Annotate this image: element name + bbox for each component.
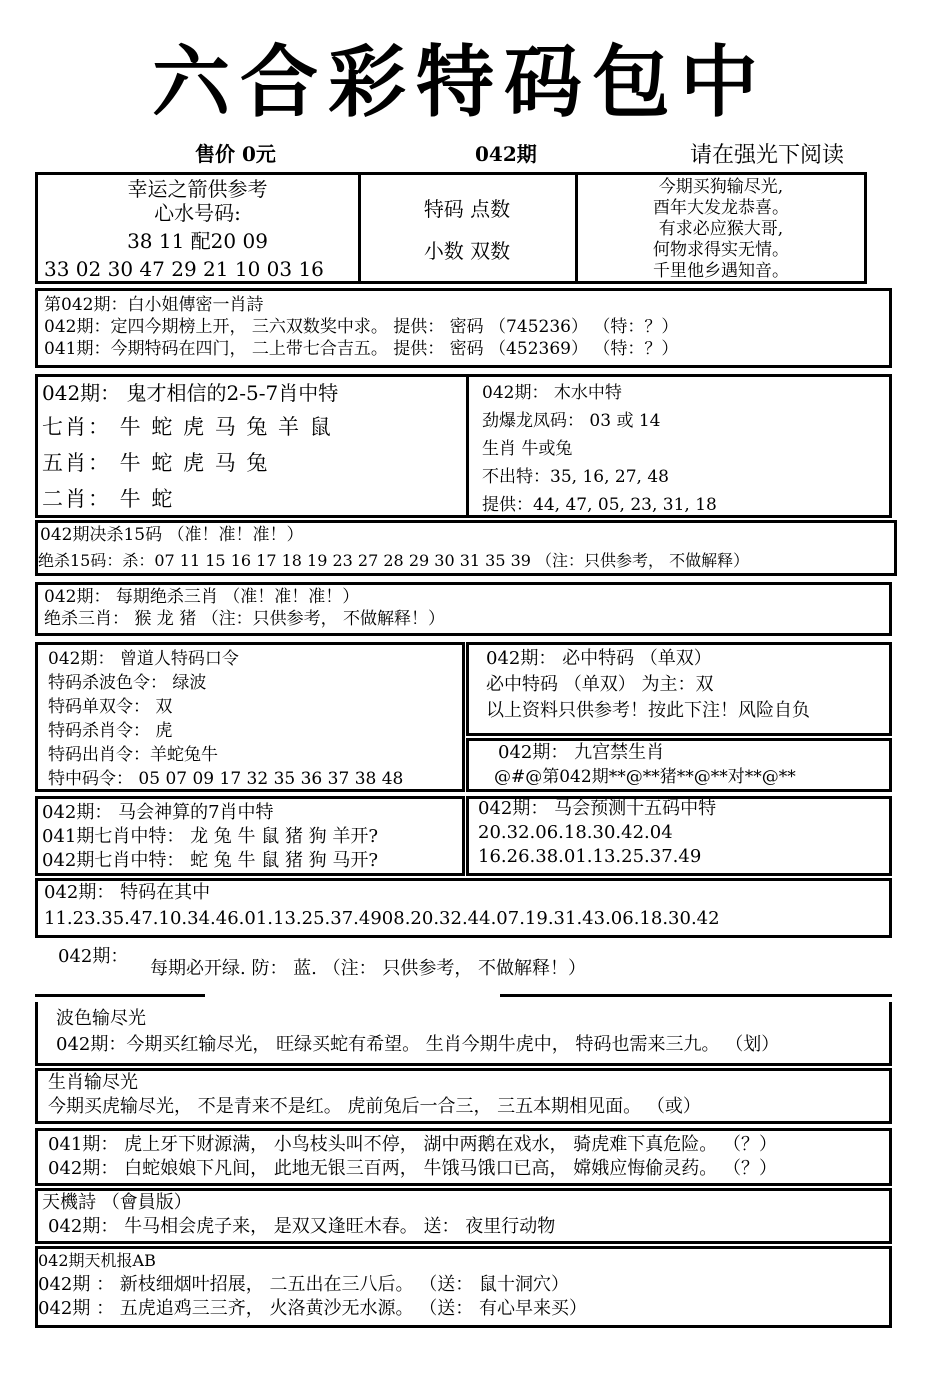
kill3-line: 绝杀三肖： 猴 龙 猪 （注：只供参考， 不做解释！） [44, 609, 446, 629]
reading-notice: 请在强光下阅读 [690, 143, 845, 168]
divider [358, 172, 361, 284]
daoren-line: 特码杀波色令： 绿波 [48, 673, 207, 693]
color-label: 042期： [58, 946, 129, 967]
secret-line: 041期：今期特码在四门， 二上带七合吉五。 提供： 密码 （452369） （特：？） [44, 339, 679, 359]
wave-title: 波色输尽光 [56, 1008, 146, 1029]
inside-title: 042期： 特码在其中 [44, 882, 211, 903]
small-even: 小数 双数 [423, 239, 511, 263]
poem-line: 何物求得实无情。 [653, 240, 789, 260]
tianjiab-line: 042期 ： 五虎追鸡三三齐， 火洛黄沙无水源。 （送： 有心早来买） [38, 1298, 587, 1319]
lucky-subtitle: 心水号码: [154, 201, 241, 225]
daoren-line: 特码单双令： 双 [48, 697, 173, 717]
bizhong-line: 以上资料只供参考！按此下注！风险自负 [486, 700, 810, 721]
divider [500, 994, 892, 997]
ghost-title: 042期： 鬼才相信的2-5-7肖中特 [42, 381, 339, 405]
page-title: 六合彩特码包中 [151, 37, 768, 128]
poem-line: 今期买狗输尽光, [658, 177, 784, 197]
issue-label: 042期 [475, 142, 537, 166]
secret-line: 042期：定四今期榜上开， 三六双数奖中求。 提供： 密码 （745236） （特：？） [44, 317, 679, 337]
zodiac-line: 今期买虎输尽光， 不是青来不是红。 虎前兔后一合三， 三五本期相见面。 （或） [48, 1096, 701, 1117]
wood-line: 劲爆龙凤码： 03 或 14 [482, 411, 661, 431]
divider [35, 994, 205, 997]
tianjiab-title: 042期天机报AB [38, 1251, 156, 1270]
bizhong-title: 042期： 必中特码 （单双） [486, 648, 712, 669]
jiugong-line: @#@第042期**@**猪**@**对**@** [494, 767, 796, 787]
mahui7-line: 042期七肖中特： 蛇 兔 牛 鼠 猪 狗 马开? [42, 850, 379, 871]
wood-line: 提供：44, 47, 05, 23, 31, 18 [482, 495, 717, 515]
wood-line: 不出特：35, 16, 27, 48 [482, 467, 669, 487]
wood-line: 生肖 牛或兔 [482, 439, 573, 459]
lucky-title: 幸运之箭供参考 [127, 177, 268, 201]
mahui15-line: 20.32.06.18.30.42.04 [478, 822, 673, 843]
zodiac-title: 生肖输尽光 [48, 1072, 138, 1093]
wood-title: 042期： 木水中特 [482, 383, 622, 403]
divider [466, 374, 469, 518]
bizhong-line: 必中特码 （单双） 为主：双 [486, 674, 714, 695]
lucky-numbers: 33 02 30 47 29 21 10 03 16 [44, 257, 324, 281]
color-line: 每期必开绿. 防： 蓝. （注： 只供参考， 不做解释！） [150, 958, 587, 979]
mahui7-title: 042期： 马会神算的7肖中特 [42, 802, 274, 823]
poem2-line: 042期： 白蛇娘娘下凡间， 此地无银三百两， 牛饿马饿口已高， 嫦娥应悔偷灵药。 （？） [48, 1158, 777, 1179]
ghost-five: 五肖： 牛 蛇 虎 马 兔 [42, 451, 270, 475]
daoren-title: 042期： 曾道人特码口令 [48, 649, 239, 669]
kill15-title: 042期决杀15码 （准！准！准！） [40, 525, 304, 545]
ghost-two: 二肖： 牛 蛇 [42, 487, 175, 511]
jiugong-title: 042期： 九宫禁生肖 [498, 742, 665, 763]
daoren-line: 特码出肖令：羊蛇兔牛 [48, 745, 218, 765]
inside-line: 11.23.35.47.10.34.46.01.13.25.37.4908.20.32.44.07.19.31.43.06.18.30.42 [44, 908, 720, 929]
daoren-line: 特中码令： 05 07 09 17 32 35 36 37 38 48 [48, 769, 404, 789]
divider [575, 172, 578, 284]
secret-title: 第042期：白小姐傳密一肖詩 [44, 295, 264, 315]
kill15-line: 绝杀15码：杀：07 11 15 16 17 18 19 23 27 28 29 30 31 35 39 （注：只供参考， 不做解释） [38, 551, 750, 570]
poem-line: 千里他乡遇知音。 [653, 261, 789, 281]
tema-points: 特码 点数 [423, 197, 511, 221]
tianjiab-line: 042期 ： 新枝细烟叶招展， 二五出在三八后。 （送： 鼠十洞穴） [38, 1274, 569, 1295]
daoren-line: 特码杀肖令： 虎 [48, 721, 173, 741]
poem-line: 有求必应猴大哥, [658, 219, 784, 239]
poem-line: 酉年大发龙恭喜。 [653, 198, 789, 218]
wave-line: 042期：今期买红输尽光， 旺绿买蛇有希望。 生肖今期牛虎中， 特码也需来三九。 （划） [56, 1034, 780, 1055]
tianji-line: 042期： 牛马相会虎子来， 是双又逢旺木春。 送： 夜里行动物 [48, 1216, 556, 1237]
mahui7-line: 041期七肖中特： 龙 兔 牛 鼠 猪 狗 羊开? [42, 826, 379, 847]
kill3-title: 042期： 每期绝杀三肖 （准！准！准！） [44, 587, 360, 607]
ghost-seven: 七肖： 牛 蛇 虎 马 兔 羊 鼠 [42, 415, 333, 439]
lucky-pair: 38 11 配20 09 [127, 229, 268, 253]
tianji-title: 天機詩 （會員版） [42, 1192, 192, 1213]
price-label: 售价 0元 [195, 142, 276, 166]
mahui15-title: 042期： 马会预测十五码中特 [478, 798, 717, 819]
mahui15-line: 16.26.38.01.13.25.37.49 [478, 846, 702, 867]
poem2-line: 041期： 虎上牙下财源满， 小鸟枝头叫不停， 湖中两鹅在戏水， 骑虎难下真危险。 （？） [48, 1134, 777, 1155]
